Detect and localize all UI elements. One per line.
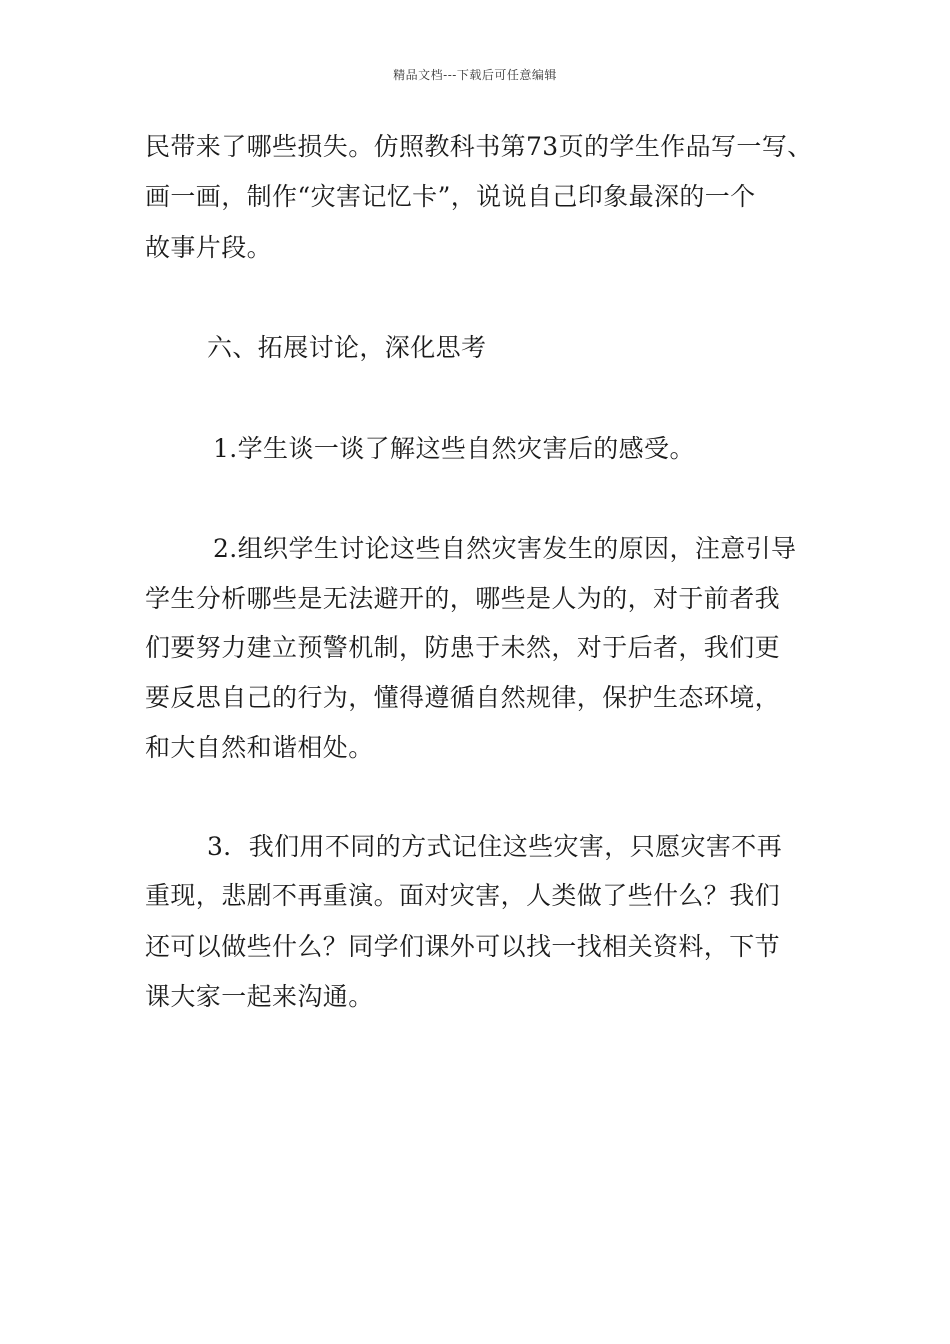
item-2-line-4: 要反思自己的行为，懂得遵循自然规律，保护生态环境， <box>145 683 781 712</box>
paragraph-1-line-1: 民带来了哪些损失。仿照教科书第73页的学生作品写一写、 <box>145 132 813 161</box>
item-3-line-1: 3．我们用不同的方式记住这些灾害，只愿灾害不再 <box>207 832 783 861</box>
page-header: 精品文档---下载后可任意编辑 <box>393 68 557 82</box>
section-heading: 六、拓展讨论，深化思考 <box>207 333 487 362</box>
item-2-line-5: 和大自然和谐相处。 <box>145 733 374 762</box>
item-2-line-1: 2.组织学生讨论这些自然灾害发生的原因，注意引导 <box>213 534 797 563</box>
item-3-line-2: 重现，悲剧不再重演。面对灾害，人类做了些什么？我们 <box>145 881 781 910</box>
paragraph-1-line-3: 故事片段。 <box>145 233 273 262</box>
item-1-line-1: 1.学生谈一谈了解这些自然灾害后的感受。 <box>213 434 695 463</box>
paragraph-1-line-2: 画一画，制作“灾害记忆卡”，说说自己印象最深的一个 <box>145 182 756 211</box>
item-2-line-2: 学生分析哪些是无法避开的，哪些是人为的，对于前者我 <box>145 584 781 613</box>
item-3-line-4: 课大家一起来沟通。 <box>145 982 374 1011</box>
item-3-line-3: 还可以做些什么？同学们课外可以找一找相关资料，下节 <box>145 932 781 961</box>
item-2-line-3: 们要努力建立预警机制，防患于未然，对于后者，我们更 <box>145 633 781 662</box>
